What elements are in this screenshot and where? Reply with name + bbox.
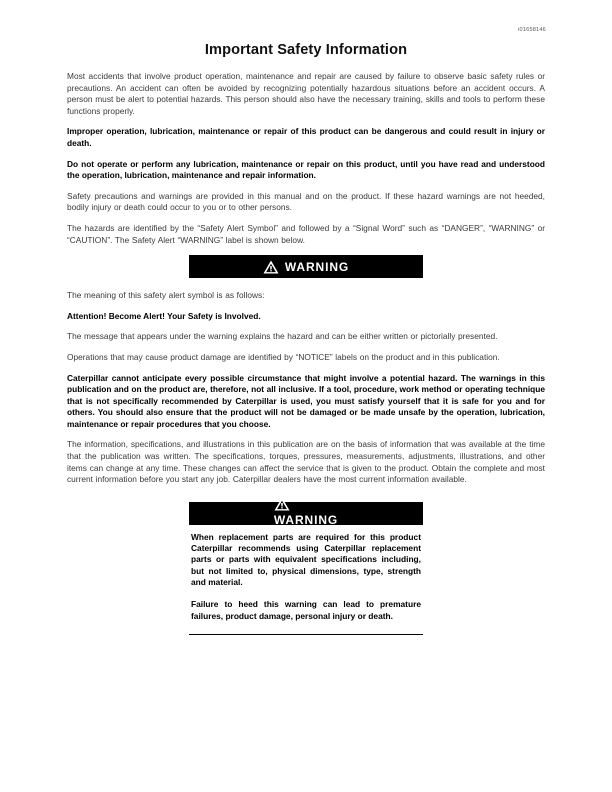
paragraph-do-not-operate: Do not operate or perform any lubrication, maintenance or repair on this product, until you have read and understood the operation, lubrication, maintenance and repair information. [67,158,545,181]
paragraph-information-specs: The information, specifications, and illustrations in this publication are on the basis of information that was available at the time that the publication was written. The specifications, torques, pressures, measurements, adjustments, illustrations, and other items can change at any time. These changes can affect the service that is given to the product. Obtain the complete and most current information before you start any job. Caterpillar dealers have the most current information available. [67,439,545,485]
paragraph-message-explains: The message that appears under the warning explains the hazard and can be either written or pictorially presented. [67,331,498,342]
paragraph-notice-labels: Operations that may cause product damage are identified by “NOTICE” labels on the product and in this publication. [67,351,500,362]
document-id-label: i01658146 [518,27,546,33]
paragraph-improper-operation: Improper operation, lubrication, maintenance or repair of this product can be dangerous and could result in injury or death. [67,126,545,148]
document-content [67,42,545,635]
warning-box-label: WARNING [273,513,339,528]
warning-box-paragraph-failure-to-heed: Failure to heed this warning can lead to premature failures, product damage, personal injury or death. [191,599,421,621]
warning-banner [189,255,423,278]
warning-box-bottom-rule [189,634,423,635]
paragraph-attention: Attention! Become Alert! Your Safety is Involved. [67,310,261,321]
warning-box-paragraph-replacement-parts: When replacement parts are required for this product Caterpillar recommends using Caterpillar replacement parts or parts with equivalent specifications including, but not limited to, physical dimensions, type, strength and material. [191,531,421,588]
paragraph-meaning-intro: The meaning of this safety alert symbol is as follows: [67,290,265,301]
warning-box-header [189,502,423,528]
warning-banner-inner [263,260,349,274]
warning-banner-label: WARNING [284,259,350,274]
paragraph-intro: Most accidents that involve product operation, maintenance and repair are caused by failure to observe basic safety rules or precautions. An accident can often be avoided by recognizing potentially hazardous situations before an accident occurs. A person must be alert to potential hazards. This person should also have the necessary training, skills and tools to perform these functions properly. [67,71,545,116]
page-title: Important Safety Information [204,42,408,58]
warning-box [189,502,423,635]
safety-alert-triangle-icon [274,497,290,511]
warning-box-header-inner [274,497,338,529]
paragraph-safety-precautions: Safety precautions and warnings are provided in this manual and on the product. If these hazard warnings are not heeded, bodily injury or death could occur to you or to other persons. [67,190,545,213]
safety-alert-triangle-icon [263,260,279,274]
paragraph-hazards-identified: The hazards are identified by the “Safety Alert Symbol” and followed by a “Signal Word” such as “DANGER”, “WARNING” or “CAUTION”. The Safety Alert “WARNING” label is shown below. [67,222,545,245]
warning-box-body [189,525,423,634]
paragraph-caterpillar-cannot: Caterpillar cannot anticipate every possible circumstance that might involve a potential hazard. The warnings in this publication and on the product are, therefore, not all inclusive. If a tool, procedure, work method or operating technique that is not specifically recommended by Caterpillar is used, you must satisfy yourself that it is safe for you and for others. You should also ensure that the product will not be damaged or be made unsafe by the operation, lubrication, maintenance or repair procedures that you choose. [67,372,545,429]
